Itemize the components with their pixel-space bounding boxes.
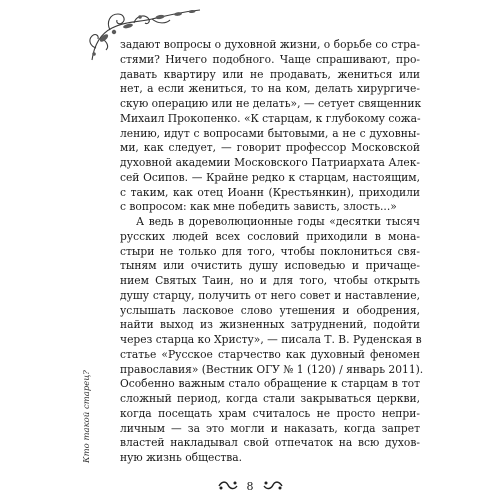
text-line: властей накладывал свой отпечаток на всю духов- — [120, 436, 420, 450]
text-line: стыри не только для того, чтобы поклониться свя- — [120, 244, 420, 258]
text-line: православия» (Вестник ОГУ № 1 (120) / январь 2011). — [120, 362, 424, 376]
page-footer — [0, 478, 500, 494]
page-number: 8 — [246, 479, 254, 493]
text-line: личным — за это могли и наказать, когда запрет — [120, 421, 420, 435]
text-line: русских людей всех сословий приходили в мона- — [120, 229, 420, 243]
text-line: давать квартиру или не продавать, жениться или — [120, 67, 420, 81]
body-text — [120, 38, 424, 466]
paragraph-2 — [120, 215, 424, 466]
text-line: тыням или очистить душу исповедью и причаще- — [120, 259, 420, 273]
text-line: Особенно важным стало обращение к старцам в тот — [120, 377, 420, 391]
text-line: нет, а если жениться, то на ком, делать хирургиче- — [120, 82, 420, 96]
paragraph-1 — [120, 38, 420, 215]
text-line: услышать ласковое слово утешения и ободрения, — [120, 303, 420, 317]
text-line: через старца ко Христу», — писала Т. В. Руденская в — [120, 333, 422, 346]
text-line: духовной академии Московского Патриархата Алек- — [120, 156, 420, 169]
text-line: Михаил Прокопенко. «К старцам, к глубокому сожа- — [120, 111, 421, 125]
left-flourish-icon — [217, 480, 239, 492]
text-line: задают вопросы о духовной жизни, о борьбе со стра- — [120, 38, 420, 51]
text-line: сложный период, когда стали закрываться церкви, — [120, 392, 420, 405]
text-line: скую операцию или не делать», — сетует священник — [120, 97, 422, 110]
text-line: когда посещать храм считалось не просто непри- — [120, 406, 420, 420]
text-line: лению, идут с вопросами бытовыми, а не с духовны- — [120, 126, 420, 140]
text-line: найти выход из жизненных затруднений, подойти — [120, 318, 420, 332]
text-line: душу старцу, получить от него совет и наставление, — [120, 288, 420, 302]
running-title: Кто такой старец? — [82, 370, 92, 463]
text-line: нием Святых Таин, но и для того, чтобы открыть — [120, 274, 420, 287]
text-line: ми, как следует, — говорит профессор Московской — [120, 141, 420, 155]
text-line: ную жизнь общества. — [120, 451, 243, 464]
text-line: с таким, как отец Иоанн (Крестьянкин), приходили — [120, 185, 420, 199]
text-line: статье «Русское старчество как духовный феномен — [120, 347, 420, 361]
text-line: с вопросом: как мне победить зависть, злость...» — [120, 200, 397, 214]
text-line: стями? Ничего подобного. Чаще спрашивают, про- — [120, 52, 420, 66]
text-line: А ведь в дореволюционные годы «десятки тысяч — [136, 215, 420, 228]
text-line: сей Осипов. — Крайне редко к старцам, настоящим, — [120, 170, 420, 184]
right-flourish-icon — [262, 480, 284, 492]
